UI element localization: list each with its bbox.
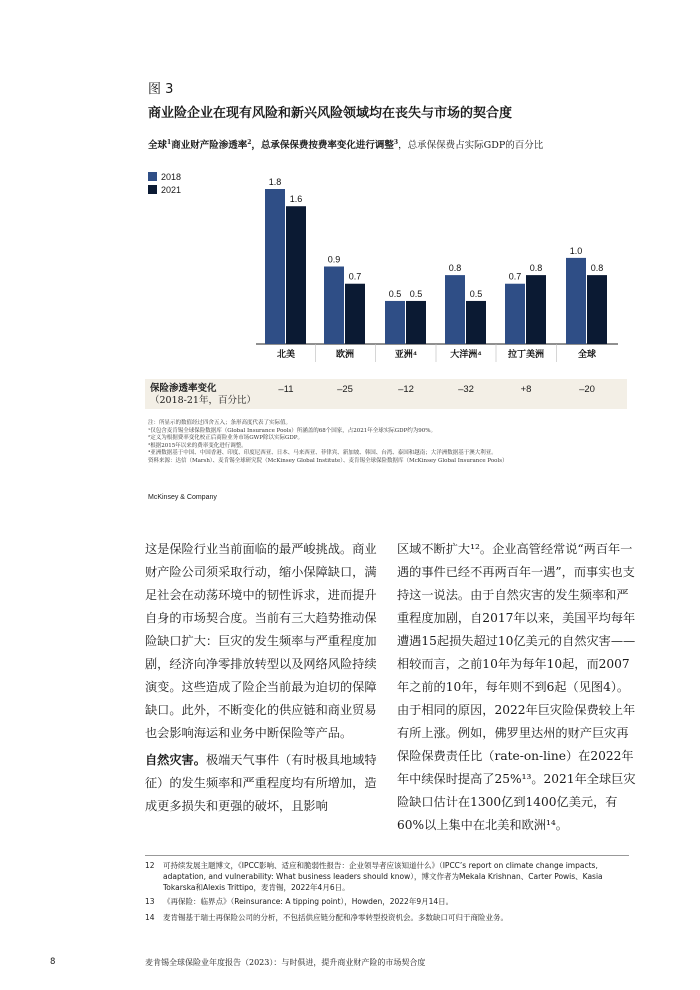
bar-north-america-2021 [286,206,306,344]
change-value-europe: –25 [337,384,353,395]
bar-oceania-2021 [466,301,486,344]
bar-value-label-north-america-2018: 1.8 [268,177,282,187]
bar-global-2018 [566,258,586,344]
paragraph-text: 极端天气事件（有时极具地域特征）的发生频率和严重程度均有所增加，造成更多损失和更强的破坏，且影响 [145,753,377,813]
footnote-divider [145,855,629,856]
legend-label-2018: 2018 [161,171,182,182]
section-lead: 自然灾害。 [145,753,206,767]
body-column-left [145,538,385,822]
note-line: ¹仅包含麦肯锡全球保险数据库（Global Insurance Pools）所涵盖的68个国家，占2021年全球实际GDP约为90%。 [148,427,436,434]
bar-value-label-oceania-2018: 0.8 [448,263,462,274]
change-value-oceania: –32 [458,384,474,395]
chart-notes [148,420,628,466]
bar-value-label-global-2021: 0.8 [590,263,604,274]
bar-value-label-global-2018: 1.0 [569,245,583,256]
footnote-number: 13 [145,897,155,906]
category-label-asia: 亚洲⁴ [394,349,418,359]
note-line: 注：所显示的数值经过四舍五入；条形高度代表了实际值。 [148,420,292,426]
bar-value-label-asia-2021: 0.5 [409,288,423,299]
category-label-oceania: 大洋洲⁴ [450,349,482,359]
change-row-label [150,383,256,407]
subtitle-metric: 商业财产险渗透率 [171,140,248,151]
bar-global-2021 [587,275,607,344]
category-label-europe: 欧洲 [335,349,355,359]
body-paragraph [145,749,385,818]
footnote-number: 14 [145,913,155,922]
note-line: ⁴亚洲数据基于中国、中国香港、印度、印度尼西亚、日本、马来西亚、菲律宾、新加坡、韩国、台湾、泰国和越南；大洋洲数据基于澳大利亚。 [148,450,497,457]
running-footer: 麦肯锡全球保险业年度报告（2023）：与时俱进，提升商业财产险的市场契合度 [145,958,426,967]
legend-label-2021: 2021 [161,184,182,195]
bar-value-label-latin-america-2018: 0.7 [508,271,522,282]
note-line: ³根据2015年以来的费率变化进行调整。 [148,442,247,449]
bar-north-america-2018 [265,189,285,344]
footnote-text: 麦肯锡基于瑞士再保险公司的分析，不包括供应链分配和净零转型投资机会。多数缺口可归于商险业务。 [163,913,508,922]
bar-value-label-north-america-2021: 1.6 [289,194,303,205]
footnote-ref-1: 1 [167,138,172,146]
footnote-text: 《再保险：临界点》（Reinsurance: A tipping point），Howden，2022年9月14日。 [163,897,454,906]
bar-value-label-asia-2018: 0.5 [388,288,402,299]
change-value-asia: –12 [398,384,414,395]
body-paragraph: 区域不断扩大¹²。企业高管经常说“两百年一遇的事件已经不再两百年一遇”，而事实也支持这一说法。由于自然灾害的发生频率和严重程度加剧，自2017年以来，美国平均每年遭遇15起损失超过10亿美元的自然灾害——相较而言，之前10年为每年10起，而2007年之前的10年，每年则不到6起（见图4）。由于相同的原因，2022年巨灾险保费较上年有所上涨。例如，佛罗里达州的财产巨灾再保险保费责任比（rate-on-line）在2022年年中续保时提高了25%¹³。2021年全球巨灾险缺口估计在1300亿到1400亿美元，有60%以上集中在北美和欧洲¹⁴。 [397,542,636,832]
category-label-north-america: 北美 [276,349,296,359]
bar-value-label-oceania-2021: 0.5 [469,288,483,299]
bar-value-label-europe-2021: 0.7 [348,271,362,282]
change-label-unit: （2018-21年，百分比） [150,395,256,406]
subtitle-adjust: ，总承保保费按费率变化进行调整 [251,140,394,151]
footnote-number: 12 [145,861,155,870]
body-column-right [397,538,637,841]
bar-europe-2018 [324,267,344,345]
category-label-global: 全球 [577,349,597,359]
subtitle-rest: ，总承保保费占实际GDP的百分比 [398,140,544,151]
bar-latin-america-2018 [505,284,525,344]
bar-oceania-2018 [445,275,465,344]
bar-value-label-europe-2018: 0.9 [327,254,341,265]
note-line: 资料来源：达信（Marsh）、麦肯锡全球研究院（McKinsey Global Institute）、麦肯锡全球保险数据库（McKinsey Global Insurance Pools） [148,457,508,464]
bar-europe-2021 [345,284,365,344]
category-label-latin-america: 拉丁美洲 [507,349,545,359]
bar-latin-america-2021 [526,275,546,344]
change-value-north-america: –11 [278,384,294,395]
subtitle-global: 全球 [148,140,168,151]
bar-asia-2018 [385,301,405,344]
bar-asia-2021 [406,301,426,344]
change-value-latin-america: +8 [520,384,532,395]
figure-title: 商业险企业在现有风险和新兴风险领域均在丧失与市场的契合度 [148,106,513,121]
figure-label: 图 3 [148,82,174,97]
footnote-ref-2: 2 [247,138,252,146]
page-number: 8 [50,957,56,967]
note-line: ²定义为根据费率变化校正后商险业务市场GWP除以实际GDP。 [148,435,303,442]
footnote-ref-3: 3 [393,138,399,146]
bar-chart [0,0,700,380]
footnote-text: 可持续发展主题博文，《IPCC影响、适应和脆弱性报告：企业领导者应该知道什么》（IPCC’s report on climate change impacts, adaptation, and vulnerability: What business leaders should know），博文作者为Mekala Krishnan、Carter Powis、Kasia Tokarska和Alexis Trittipo，麦肯锡，2022年4月6日。 [163,861,603,892]
bar-value-label-latin-america-2021: 0.8 [529,263,543,274]
change-value-global: –20 [579,384,595,395]
brand-logo: McKinsey & Company [148,494,217,501]
body-paragraph: 这是保险行业当前面临的最严峻挑战。商业财产险公司须采取行动，缩小保障缺口，满足社会在动荡环境中的韧性诉求，进而提升自身的市场契合度。当前有三大趋势推动保险缺口扩大：巨灾的发生频率与严重程度加剧，经济向净零排放转型以及网络风险持续演变。这些造成了险企当前最为迫切的保障缺口。此外，不断变化的供应链和商业贸易也会影响海运和业务中断保险等产品。 [145,542,377,740]
change-label-title: 保险渗透率变化 [150,383,217,394]
